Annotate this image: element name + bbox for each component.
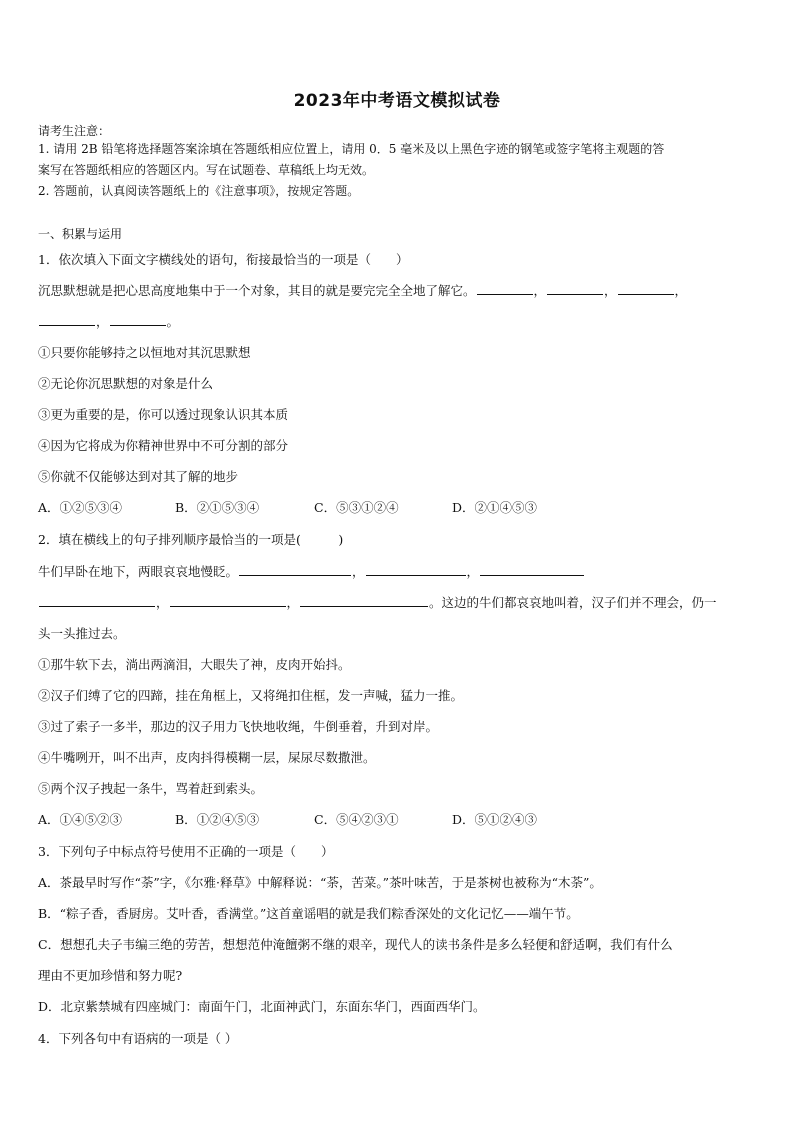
q2-option-a: A．①④⑤②③	[38, 812, 123, 827]
q3-option-b: B．“粽子香，香厨房。艾叶香，香满堂。”这首童谣唱的就是我们粽香深处的文化记忆——端午节。	[38, 906, 579, 921]
q1-option-b: B．②①⑤③④	[175, 500, 260, 515]
q2-item-3: ③过了索子一多半，那边的汉子用力飞快地收绳，牛倒垂着，升到对岸。	[38, 719, 439, 734]
q3-option-d: D．北京紫禁城有四座城门：南面午门，北面神武门，东面东华门，西面西华门。	[38, 999, 486, 1014]
q2-text: 牛们早卧在地下，两眼哀哀地慢眨。 ， ，	[38, 564, 760, 580]
answer-blank	[39, 595, 155, 607]
answer-blank	[366, 564, 466, 576]
answer-blank	[170, 595, 286, 607]
q3-stem: 3．下列句子中标点符号使用不正确的一项是（ ）	[38, 844, 334, 859]
answer-blank	[39, 314, 95, 326]
q1-item-1: ①只要你能够持之以恒地对其沉思默想	[38, 345, 251, 360]
answer-blank	[300, 595, 428, 607]
q1-option-c: C．⑤③①②④	[314, 500, 399, 515]
answer-blank	[239, 564, 351, 576]
q2-text-end: 。这边的牛们都哀哀地叫着，汉子们并不理会，仍一	[429, 595, 717, 610]
notice-line-2: 案写在答题纸相应的答题区内。写在试题卷、草稿纸上均无效。	[38, 163, 375, 177]
q1-item-5: ⑤你就不仅能够达到对其了解的地步	[38, 469, 239, 484]
q3-option-c-line1: C．想想孔夫子韦编三绝的劳苦，想想范仲淹饘粥不继的艰辛，现代人的读书条件是多么轻便和舒适啊，我们有什么	[38, 937, 673, 952]
q2-option-d: D．⑤①②④③	[452, 812, 538, 827]
q1-item-3: ③更为重要的是，你可以透过现象认识其本质	[38, 407, 289, 422]
q1-option-a: A．①②⑤③④	[38, 500, 123, 515]
q1-text: 沉思默想就是把心思高度地集中于一个对象，其目的就是要完完全全地了解它。 ， ， ，	[38, 283, 688, 298]
q2-text-cont: 头一头推过去。	[38, 626, 126, 641]
q2-item-4: ④牛嘴咧开，叫不出声，皮肉抖得模糊一层，屎尿尽数撒泄。	[38, 750, 376, 765]
q1-text-body: 沉思默想就是把心思高度地集中于一个对象，其目的就是要完完全全地了解它。	[38, 283, 476, 298]
q1-item-4: ④因为它将成为你精神世界中不可分割的部分	[38, 438, 289, 453]
answer-blank	[618, 283, 674, 295]
q2-option-c: C．⑤④②③①	[314, 812, 399, 827]
notice-heading: 请考生注意：	[38, 124, 111, 138]
q4-stem: 4．下列各句中有语病的一项是（ ）	[38, 1031, 238, 1046]
q2-option-b: B．①②④⑤③	[175, 812, 260, 827]
answer-blank	[477, 283, 533, 295]
page-title: 2023年中考语文模拟试卷	[293, 91, 501, 111]
answer-blank	[547, 283, 603, 295]
q1-text-cont: ， 。	[38, 314, 760, 330]
q2-stem: 2．填在横线上的句子排列顺序最恰当的一项是( )	[38, 532, 344, 547]
answer-blank	[110, 314, 166, 326]
notice-line-3: 2. 答题前，认真阅读答题纸上的《注意事项》，按规定答题。	[38, 184, 360, 198]
answer-blank	[480, 564, 584, 576]
q1-item-2: ②无论你沉思默想的对象是什么	[38, 376, 214, 391]
q3-option-a: A．茶最早时写作“荼”字，《尔雅·释草》中解释说：“荼，苦菜。”茶叶味苦，于是茶树也被称为“木荼”。	[38, 875, 602, 890]
q2-item-2: ②汉子们缚了它的四蹄，挂在角框上，又将绳扣住框，发一声喊，猛力一推。	[38, 688, 464, 703]
q1-stem: 1．依次填入下面文字横线处的语句，衔接最恰当的一项是（ ）	[38, 252, 409, 267]
q2-text-start: 牛们早卧在地下，两眼哀哀地慢眨。	[38, 564, 239, 579]
notice-line-1: 1. 请用 2B 铅笔将选择题答案涂填在答题纸相应位置上，请用 0．5 毫米及以上黑色字迹的钢笔或签字笔将主观题的答	[38, 142, 665, 156]
q3-option-c-line2: 理由不更加珍惜和努力呢?	[38, 968, 183, 983]
section-heading: 一、积累与运用	[38, 227, 123, 241]
q1-option-d: D．②①④⑤③	[452, 500, 538, 515]
q2-item-5: ⑤两个汉子拽起一条牛，骂着赶到索头。	[38, 781, 264, 796]
q2-item-1: ①那牛软下去，淌出两滴泪，大眼失了神，皮肉开始抖。	[38, 657, 351, 672]
q2-text-line2: ， ， 。这边的牛们都哀哀地叫着，汉子们并不理会，仍一	[38, 595, 760, 611]
